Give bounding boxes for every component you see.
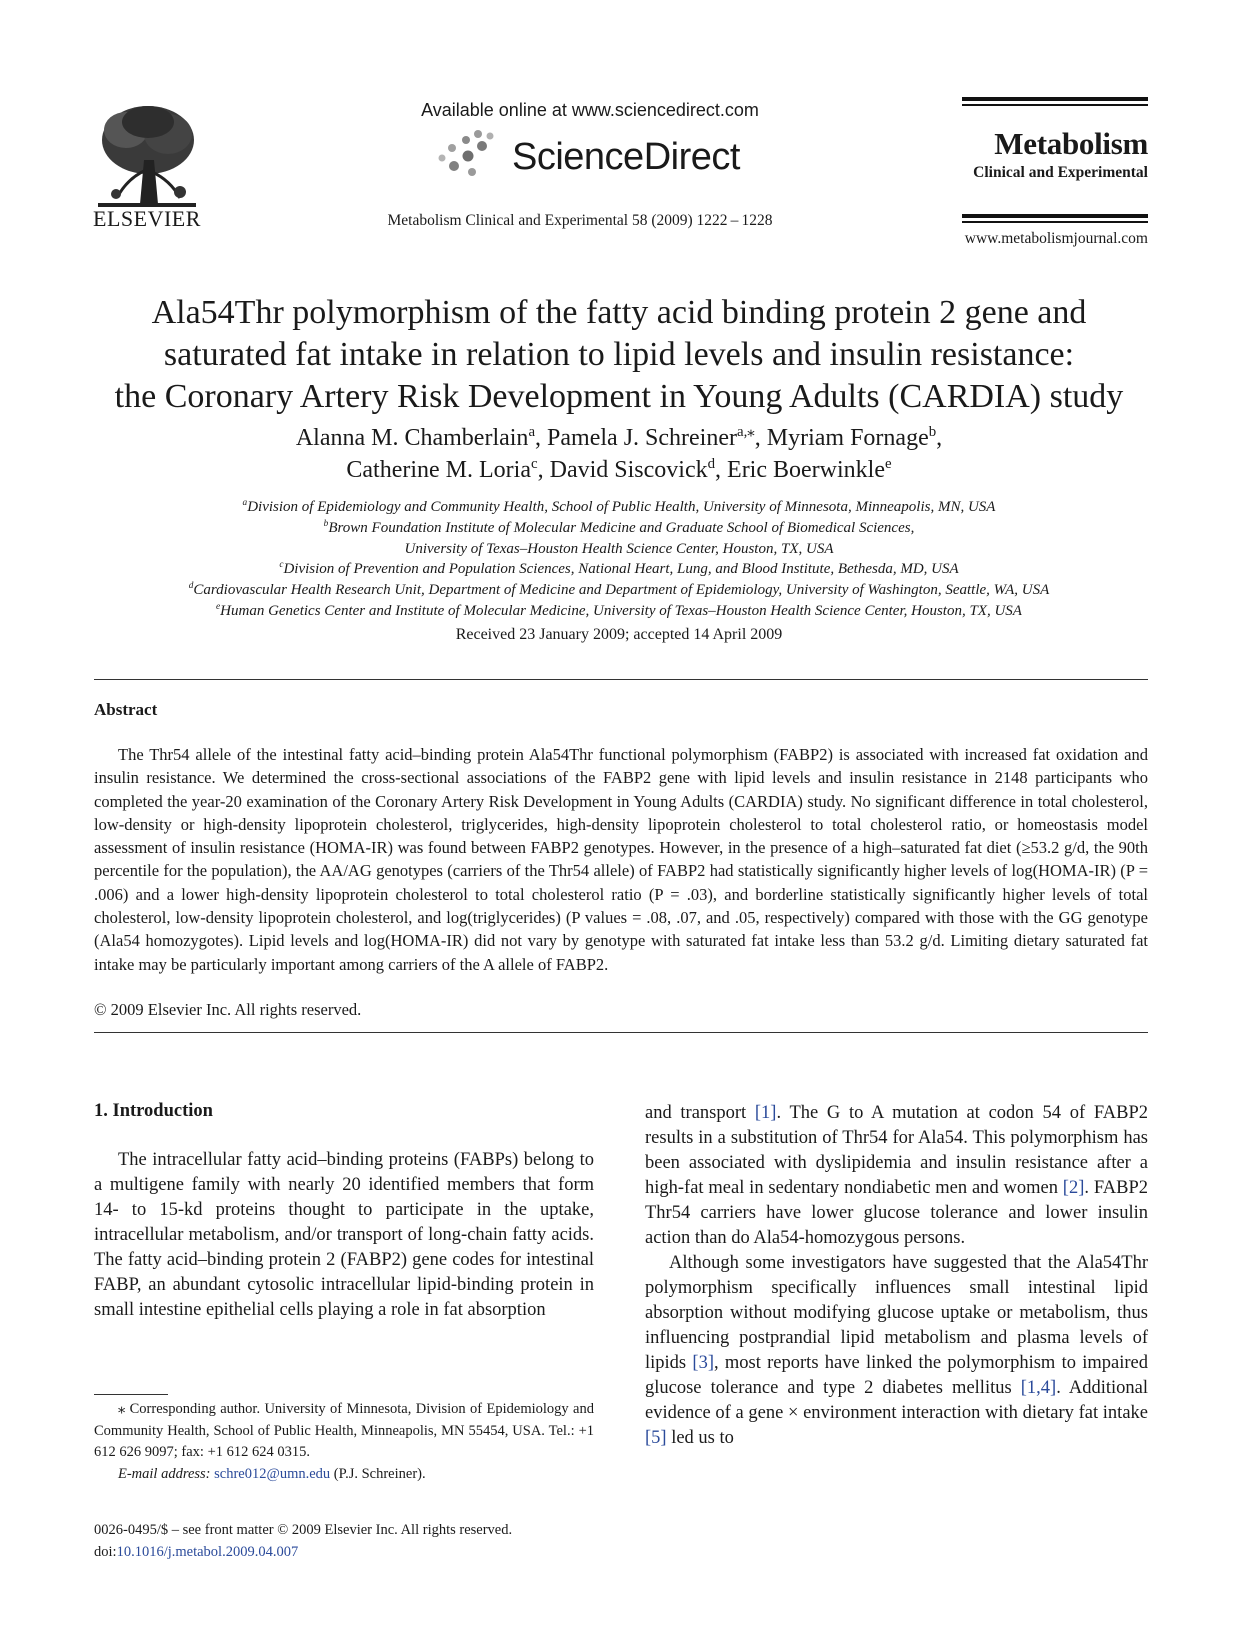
author-name: Myriam Fornage (766, 425, 929, 451)
doi-link[interactable]: 10.1016/j.metabol.2009.04.007 (116, 1543, 299, 1560)
doi-line (94, 1542, 594, 1564)
reference-link[interactable]: [5] (645, 1428, 667, 1448)
author-name: Alanna M. Chamberlain (295, 425, 529, 451)
reference-link[interactable]: [1,4] (1020, 1378, 1057, 1398)
author-separator: , (535, 425, 548, 451)
author-separator: , (936, 425, 943, 451)
affiliation-mark: d (188, 581, 194, 592)
corresponding-author-footnote (94, 1399, 594, 1485)
affiliation-mark: e (216, 601, 221, 612)
affiliation-text: Division of Epidemiology and Community Health, School of Public Health, University of Minnesota, Minneapolis, MN, USA (247, 499, 996, 515)
affiliation (80, 539, 1158, 560)
intro-paragraph (645, 1251, 1148, 1451)
paragraph-text: Although some investigators have suggested that the Ala54Thr polymorphism specifically influences small intestinal lipid absorption without modifying glucose uptake or metabolism, thus influencing postprandial lipid metabolism and plasma levels of lipids (645, 1253, 1148, 1373)
author-separator: , (754, 425, 767, 451)
affiliation-mark: a (242, 498, 248, 508)
title-line: saturated fat intake in relation to lipid levels and insulin resistance: (163, 336, 1075, 373)
reference-link[interactable]: [1] (754, 1103, 777, 1123)
title-line: Ala54Thr polymorphism of the fatty acid binding protein 2 gene and (151, 294, 1087, 331)
paragraph-text: . Additional evidence of a gene × environment interaction with dietary fat intake (645, 1378, 1148, 1423)
header-rule (962, 221, 1148, 223)
affiliation (80, 601, 1158, 622)
paragraph-text: . FABP2 Thr54 carriers have lower glucose tolerance and lower insulin action than do Ala54-homozygous persons. (645, 1178, 1148, 1248)
sciencedirect-dots-icon (436, 128, 496, 180)
paragraph-text: led us to (666, 1428, 734, 1448)
header-rule (962, 97, 1148, 101)
author-separator: , (537, 457, 550, 483)
affiliation (80, 580, 1158, 601)
section-rule (94, 679, 1148, 680)
paragraph-text: and transport (645, 1103, 755, 1123)
journal-url-link[interactable]: www.metabolismjournal.com (964, 230, 1148, 247)
footnote-email-line (94, 1464, 594, 1486)
affiliation-mark: c (279, 560, 284, 571)
affiliation-text: University of Texas–Houston Health Science Center, Houston, TX, USA (404, 540, 834, 557)
affiliation (80, 497, 1158, 518)
affiliation-list (80, 497, 1158, 622)
author-name: Pamela J. Schreiner (547, 425, 737, 451)
intro-paragraph: The intracellular fatty acid–binding proteins (FABPs) belong to a multigene family with nearly 20 identified members that form 14- to 15-kd proteins thought to participate in the uptake, intracellular metabolism, and/or transport of long-chain fatty acids. The fatty acid–binding protein 2 (FABP2) gene codes for intestinal FABP, an abundant cytosolic intracellular lipid-binding protein in small intestine epithelial cells playing a role in fat absorption (94, 1150, 594, 1320)
section-rule (94, 1032, 1148, 1033)
email-label: E-mail address: (118, 1465, 211, 1482)
abstract-body: The Thr54 allele of the intestinal fatty acid–binding protein Ala54Thr functional polymorphism (FABP2) is associated with increased fat oxidation and insulin resistance. We determined the cross-sectional associations of the FABP2 gene with lipid levels and insulin resistance in 2148 participants who completed the year-20 examination of the Coronary Artery Risk Development in Young Adults (CARDIA) study. No significant difference in total cholesterol, low-density or high-density lipoprotein cholesterol, triglycerides, high-density lipoprotein cholesterol to total cholesterol ratio, or homeostasis model assessment of insulin resistance (HOMA-IR) was found between FABP2 genotypes. However, in the presence of a high–saturated fat diet (≥53.2 g/d, the 90th percentile for the population), the AA/AG genotypes (carriers of the Thr54 allele) of FABP2 had statistically significantly higher levels of log(HOMA-IR) (P = .006) and a lower high-density lipoprotein cholesterol to total cholesterol ratio (P = .03), and borderline statistically significantly higher levels of total cholesterol, low-density lipoprotein cholesterol, and log(triglycerides) (P values = .08, .07, and .05, respectively) compared with those with the GG genotype (Ala54 homozygotes). Lipid levels and log(HOMA-IR) did not vary by genotype with saturated fat intake less than 53.2 g/d. Limiting dietary saturated fat intake may be particularly important among carriers of the A allele of FABP2. (94, 745, 1148, 974)
affiliation-text: Human Genetics Center and Institute of Molecular Medicine, University of Texas–Houston Health Science Center, Houston, TX, USA (220, 602, 1022, 619)
affiliation-text: Division of Prevention and Population Sciences, National Heart, Lung, and Blood Institute, Bethesda, MD, USA (283, 561, 959, 578)
sciencedirect-wordmark: ScienceDirect (512, 136, 740, 178)
affiliation (80, 518, 1158, 539)
journal-title: Metabolism (994, 126, 1148, 161)
author-name: Eric Boerwinkle (727, 457, 885, 483)
author-name: Catherine M. Loria (346, 457, 531, 483)
paragraph-text: , most reports have linked the polymorphism to impaired glucose tolerance and type 2 diabetes mellitus (645, 1353, 1148, 1398)
journal-citation: Metabolism Clinical and Experimental 58 (2009) 1222 – 1228 (387, 212, 773, 229)
article-title (80, 292, 1158, 418)
issn-line: 0026-0495/$ – see front matter © 2009 Elsevier Inc. All rights reserved. (94, 1522, 513, 1538)
front-matter-notice (94, 1520, 594, 1563)
email-owner: (P.J. Schreiner). (333, 1465, 426, 1482)
affiliation-text: Cardiovascular Health Research Unit, Department of Medicine and Department of Epidemiology, University of Washington, Seattle, WA, USA (193, 582, 1050, 599)
footnote-text: ⁎ Corresponding author. University of Minnesota, Division of Epidemiology and Community Health, School of Public Health, Minneapolis, MN 55454, USA. Tel.: +1 612 626 9097; fax: +1 612 624 0315. (94, 1401, 594, 1460)
reference-link[interactable]: [3] (692, 1353, 714, 1373)
section-heading-introduction: 1. Introduction (94, 1101, 213, 1121)
author-separator: , (715, 457, 728, 483)
author-affiliation-mark: d (707, 456, 716, 472)
author-affiliation-mark: b (928, 424, 937, 440)
affiliation (80, 559, 1158, 580)
received-dates: Received 23 January 2009; accepted 14 April 2009 (455, 626, 783, 643)
copyright-notice: © 2009 Elsevier Inc. All rights reserved. (94, 1000, 362, 1019)
available-online-text: Available online at www.sciencedirect.com (421, 100, 759, 120)
publisher-name: ELSEVIER (93, 206, 201, 231)
right-column (645, 1101, 1148, 1451)
email-link[interactable]: schre012@umn.edu (214, 1465, 331, 1482)
abstract-heading: Abstract (94, 700, 158, 719)
author-list (80, 422, 1158, 486)
affiliation-text: Brown Foundation Institute of Molecular Medicine and Graduate School of Biomedical Sciences, (328, 519, 915, 536)
author-affiliation-mark: a,⁎ (736, 424, 755, 440)
author-affiliation-mark: a (528, 424, 536, 440)
reference-link[interactable]: [2] (1062, 1178, 1085, 1198)
journal-subtitle: Clinical and Experimental (973, 164, 1148, 181)
paragraph-text: . The G to A mutation at codon 54 of FABP2 results in a substitution of Thr54 for Ala54. This polymorphism has been associated with dyslipidemia and insulin resistance after a high-fat meal in sedentary nondiabetic men and women (645, 1103, 1148, 1198)
affiliation-mark: b (323, 518, 329, 529)
header-rule (962, 104, 1148, 106)
author-affiliation-mark: e (884, 456, 892, 472)
footnote-rule (94, 1394, 168, 1395)
author-name: David Siscovick (549, 457, 708, 483)
author-affiliation-mark: c (531, 456, 538, 472)
header-rule (962, 214, 1148, 218)
doi-label: doi: (94, 1543, 117, 1560)
intro-paragraph (645, 1101, 1148, 1251)
title-line: the Coronary Artery Risk Development in Young Adults (CARDIA) study (114, 378, 1124, 415)
left-column (94, 1148, 594, 1323)
